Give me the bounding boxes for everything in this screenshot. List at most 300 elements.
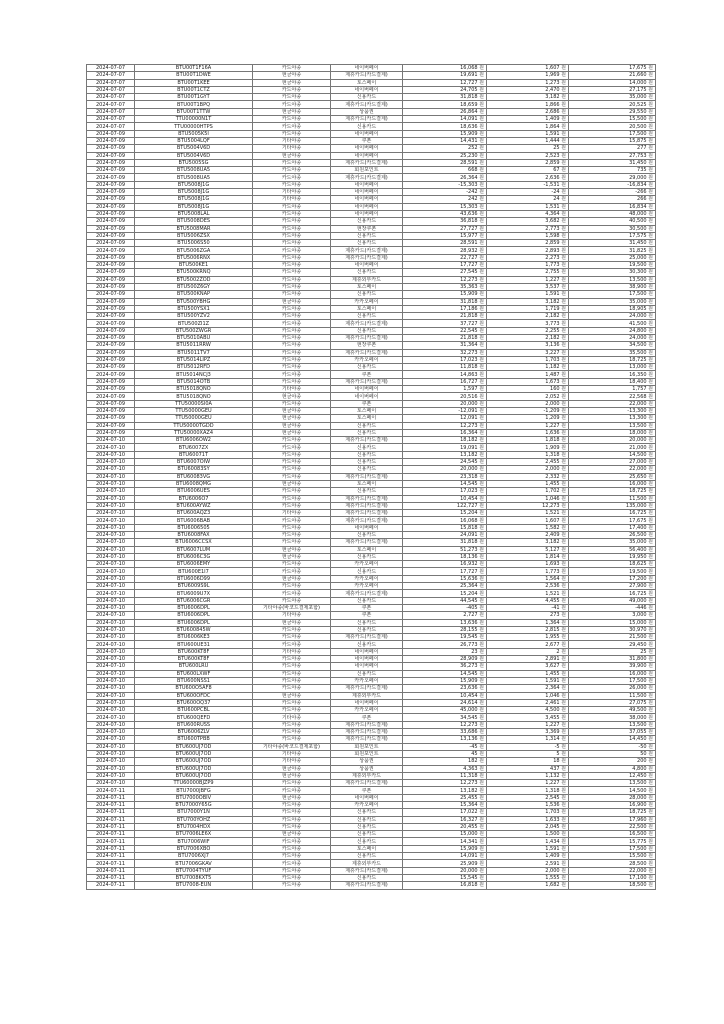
supply-amount-cell: 31,818 원 bbox=[403, 94, 487, 101]
date-cell: 2024-07-10 bbox=[87, 590, 135, 597]
supply-amount-cell: 24,705 원 bbox=[403, 86, 487, 93]
payment-method-cell: 상품권 bbox=[331, 765, 403, 772]
table-row bbox=[87, 371, 656, 378]
total-cell: 39,900 원 bbox=[569, 663, 656, 670]
payment-status-cell: 카드야종 bbox=[253, 283, 331, 290]
transaction-id-cell: BTU600UJ7OD bbox=[135, 758, 253, 765]
payment-method-cell: 제휴카드(카드결제) bbox=[331, 247, 403, 254]
total-cell: 22,000 원 bbox=[569, 466, 656, 473]
vat-cell: 1,673 원 bbox=[487, 378, 569, 385]
transaction-id-cell: BTU6008FAX bbox=[135, 532, 253, 539]
vat-cell: 1,818 원 bbox=[487, 437, 569, 444]
supply-amount-cell: 28,155 원 bbox=[403, 626, 487, 633]
payment-method-cell: 제휴외부카드 bbox=[331, 860, 403, 867]
vat-cell: 2,255 원 bbox=[487, 327, 569, 334]
vat-cell: 1,500 원 bbox=[487, 831, 569, 838]
payment-status-cell: 카드야종 bbox=[253, 437, 331, 444]
total-cell: 49,000 원 bbox=[569, 597, 656, 604]
supply-amount-cell: 16,727 원 bbox=[403, 378, 487, 385]
total-cell: 13,500 원 bbox=[569, 276, 656, 283]
vat-cell: 2,523 원 bbox=[487, 152, 569, 159]
payment-method-cell: 카카오페이 bbox=[331, 561, 403, 568]
vat-cell: 2 원 bbox=[487, 648, 569, 655]
vat-cell: 1,636 원 bbox=[487, 429, 569, 436]
table-row bbox=[87, 692, 656, 699]
transaction-id-cell: BTU5012RFD bbox=[135, 364, 253, 371]
transaction-id-cell: BTU6006D99 bbox=[135, 575, 253, 582]
payment-method-cell: 제휴카드(카드결제) bbox=[331, 882, 403, 889]
payment-method-cell: 현장쿠폰 bbox=[331, 342, 403, 349]
date-cell: 2024-07-09 bbox=[87, 364, 135, 371]
payment-status-cell: 카드야종 bbox=[253, 130, 331, 137]
table-row bbox=[87, 656, 656, 663]
table-row bbox=[87, 780, 656, 787]
date-cell: 2024-07-10 bbox=[87, 692, 135, 699]
date-cell: 2024-07-09 bbox=[87, 167, 135, 174]
transaction-id-cell: BTU5018QNO bbox=[135, 393, 253, 400]
payment-status-cell: 기타야종 bbox=[253, 750, 331, 757]
payment-method-cell: 제휴카드(카드결제) bbox=[331, 72, 403, 79]
date-cell: 2024-07-10 bbox=[87, 656, 135, 663]
payment-status-cell: 카드야종 bbox=[253, 123, 331, 130]
date-cell: 2024-07-09 bbox=[87, 240, 135, 247]
supply-amount-cell: -405 원 bbox=[403, 604, 487, 611]
date-cell: 2024-07-10 bbox=[87, 568, 135, 575]
supply-amount-cell: 14,091 원 bbox=[403, 116, 487, 123]
supply-amount-cell: 10,454 원 bbox=[403, 692, 487, 699]
payment-method-cell: 신용카드 bbox=[331, 670, 403, 677]
vat-cell: 2,182 원 bbox=[487, 334, 569, 341]
total-cell: 17,675 원 bbox=[569, 65, 656, 72]
supply-amount-cell: 31,364 원 bbox=[403, 342, 487, 349]
date-cell: 2024-07-07 bbox=[87, 101, 135, 108]
payment-method-cell: 제휴카드(카드결제) bbox=[331, 349, 403, 356]
total-cell: 20,525 원 bbox=[569, 101, 656, 108]
total-cell: 27,175 원 bbox=[569, 86, 656, 93]
transaction-id-cell: BTU500YZV2 bbox=[135, 313, 253, 320]
payment-status-cell: 카드야종 bbox=[253, 349, 331, 356]
transaction-id-cell: BTU7006WIF bbox=[135, 838, 253, 845]
payment-status-cell: 카드야종 bbox=[253, 65, 331, 72]
table-row bbox=[87, 364, 656, 371]
supply-amount-cell: 122,727 원 bbox=[403, 502, 487, 509]
payment-status-cell: 카드야종 bbox=[253, 218, 331, 225]
payment-method-cell: 신용카드 bbox=[331, 568, 403, 575]
payment-status-cell: 현금야종 bbox=[253, 575, 331, 582]
transaction-id-cell: BTU6006BAB bbox=[135, 517, 253, 524]
date-cell: 2024-07-09 bbox=[87, 407, 135, 414]
vat-cell: 1,227 원 bbox=[487, 780, 569, 787]
date-cell: 2024-07-09 bbox=[87, 247, 135, 254]
transaction-id-cell: BTU7004TYUF bbox=[135, 867, 253, 874]
total-cell: 22,568 원 bbox=[569, 393, 656, 400]
date-cell: 2024-07-09 bbox=[87, 145, 135, 152]
payment-status-cell: 카드야종 bbox=[253, 116, 331, 123]
payment-status-cell: 카드야종 bbox=[253, 254, 331, 261]
transaction-id-cell: BTU00T1F16A bbox=[135, 65, 253, 72]
total-cell: 31,800 원 bbox=[569, 656, 656, 663]
supply-amount-cell: 16,068 원 bbox=[403, 65, 487, 72]
vat-cell: 3,369 원 bbox=[487, 729, 569, 736]
vat-cell: 1,693 원 bbox=[487, 561, 569, 568]
payment-status-cell: 카드야종 bbox=[253, 262, 331, 269]
total-cell: 13,000 원 bbox=[569, 364, 656, 371]
payment-method-cell: 신용카드 bbox=[331, 429, 403, 436]
date-cell: 2024-07-10 bbox=[87, 750, 135, 757]
payment-method-cell: 네이버페이 bbox=[331, 65, 403, 72]
vat-cell: 2,000 원 bbox=[487, 400, 569, 407]
payment-status-cell: 카드야종 bbox=[253, 699, 331, 706]
payment-status-cell: 카드야종 bbox=[253, 320, 331, 327]
total-cell: 266 원 bbox=[569, 196, 656, 203]
date-cell: 2024-07-10 bbox=[87, 677, 135, 684]
total-cell: 3,000 원 bbox=[569, 612, 656, 619]
date-cell: 2024-07-11 bbox=[87, 809, 135, 816]
supply-amount-cell: 18,636 원 bbox=[403, 123, 487, 130]
total-cell: 15,500 원 bbox=[569, 853, 656, 860]
total-cell: 14,500 원 bbox=[569, 787, 656, 794]
vat-cell: 1,607 원 bbox=[487, 65, 569, 72]
transaction-id-cell: BTU6006ZLV bbox=[135, 729, 253, 736]
supply-amount-cell: 10,454 원 bbox=[403, 495, 487, 502]
transaction-id-cell: BTU5004LQF bbox=[135, 137, 253, 144]
payment-method-cell: 네이버페이 bbox=[331, 699, 403, 706]
transaction-id-cell: BTU600UJ7OD bbox=[135, 765, 253, 772]
date-cell: 2024-07-09 bbox=[87, 400, 135, 407]
date-cell: 2024-07-10 bbox=[87, 736, 135, 743]
date-cell: 2024-07-09 bbox=[87, 189, 135, 196]
date-cell: 2024-07-09 bbox=[87, 218, 135, 225]
supply-amount-cell: 23,318 원 bbox=[403, 473, 487, 480]
transaction-id-cell: BTU600UJ7OD bbox=[135, 772, 253, 779]
transaction-id-cell: BTU7006LE6X bbox=[135, 831, 253, 838]
payment-method-cell: 제휴카드(카드결제) bbox=[331, 685, 403, 692]
date-cell: 2024-07-09 bbox=[87, 356, 135, 363]
payment-status-cell: 현금야종 bbox=[253, 765, 331, 772]
vat-cell: 273 원 bbox=[487, 612, 569, 619]
total-cell: 21,660 원 bbox=[569, 72, 656, 79]
transaction-id-cell: BTU5002ZOD bbox=[135, 276, 253, 283]
transaction-id-cell: BTU5011RRW bbox=[135, 342, 253, 349]
supply-amount-cell: 20,455 원 bbox=[403, 823, 487, 830]
supply-amount-cell: 20,516 원 bbox=[403, 393, 487, 400]
date-cell: 2024-07-10 bbox=[87, 502, 135, 509]
supply-amount-cell: 37,727 원 bbox=[403, 320, 487, 327]
transaction-id-cell: BTU5006RNX bbox=[135, 254, 253, 261]
payment-status-cell: 카드야종 bbox=[253, 334, 331, 341]
date-cell: 2024-07-07 bbox=[87, 79, 135, 86]
supply-amount-cell: 31,818 원 bbox=[403, 539, 487, 546]
vat-cell: 1,682 원 bbox=[487, 882, 569, 889]
table-row bbox=[87, 743, 656, 750]
payment-method-cell: 제휴카드(카드결제) bbox=[331, 634, 403, 641]
payment-method-cell: 네이버페이 bbox=[331, 145, 403, 152]
payment-status-cell: 카드야종 bbox=[253, 342, 331, 349]
supply-amount-cell: 28,932 원 bbox=[403, 247, 487, 254]
table-row bbox=[87, 612, 656, 619]
supply-amount-cell: 17,023 원 bbox=[403, 488, 487, 495]
date-cell: 2024-07-10 bbox=[87, 597, 135, 604]
total-cell: 48,000 원 bbox=[569, 210, 656, 217]
vat-cell: 1,555 원 bbox=[487, 874, 569, 881]
transaction-id-cell: BTU6006KE3 bbox=[135, 634, 253, 641]
supply-amount-cell: 13,182 원 bbox=[403, 787, 487, 794]
table-row bbox=[87, 736, 656, 743]
date-cell: 2024-07-10 bbox=[87, 561, 135, 568]
total-cell: 17,675 원 bbox=[569, 517, 656, 524]
supply-amount-cell: 1,597 원 bbox=[403, 386, 487, 393]
date-cell: 2024-07-10 bbox=[87, 707, 135, 714]
table-row bbox=[87, 707, 656, 714]
date-cell: 2024-07-07 bbox=[87, 72, 135, 79]
date-cell: 2024-07-11 bbox=[87, 787, 135, 794]
supply-amount-cell: 25,455 원 bbox=[403, 794, 487, 801]
payment-status-cell: 현금야종 bbox=[253, 692, 331, 699]
date-cell: 2024-07-10 bbox=[87, 517, 135, 524]
table-row bbox=[87, 568, 656, 575]
table-row bbox=[87, 809, 656, 816]
vat-cell: 3,182 원 bbox=[487, 94, 569, 101]
payment-status-cell: 현금야종 bbox=[253, 108, 331, 115]
table-row bbox=[87, 801, 656, 808]
payment-status-cell: 기타야종 bbox=[253, 386, 331, 393]
vat-cell: 2,686 원 bbox=[487, 108, 569, 115]
supply-amount-cell: 26,364 원 bbox=[403, 174, 487, 181]
table-row bbox=[87, 575, 656, 582]
total-cell: 41,500 원 bbox=[569, 320, 656, 327]
payment-status-cell: 현금야종 bbox=[253, 79, 331, 86]
total-cell: 135,000 원 bbox=[569, 502, 656, 509]
transaction-id-cell: BTU5008DES bbox=[135, 218, 253, 225]
table-row bbox=[87, 152, 656, 159]
vat-cell: 1,046 원 bbox=[487, 495, 569, 502]
payment-status-cell: 카드야종 bbox=[253, 707, 331, 714]
date-cell: 2024-07-09 bbox=[87, 174, 135, 181]
payment-status-cell: 카드야종 bbox=[253, 488, 331, 495]
payment-method-cell: 네이버페이 bbox=[331, 152, 403, 159]
date-cell: 2024-07-10 bbox=[87, 437, 135, 444]
payment-status-cell: 카드야종 bbox=[253, 473, 331, 480]
supply-amount-cell: 14,545 원 bbox=[403, 480, 487, 487]
vat-cell: 1,607 원 bbox=[487, 517, 569, 524]
payment-status-cell: 카드야종 bbox=[253, 816, 331, 823]
vat-cell: 2,893 원 bbox=[487, 247, 569, 254]
total-cell: 29,000 원 bbox=[569, 174, 656, 181]
date-cell: 2024-07-09 bbox=[87, 313, 135, 320]
payment-status-cell: 카드야종 bbox=[253, 736, 331, 743]
table-row bbox=[87, 459, 656, 466]
date-cell: 2024-07-10 bbox=[87, 473, 135, 480]
transaction-id-cell: BTU6006505 bbox=[135, 524, 253, 531]
transaction-id-cell: TTU50000XAZ4 bbox=[135, 429, 253, 436]
payment-status-cell: 카드야종 bbox=[253, 181, 331, 188]
date-cell: 2024-07-10 bbox=[87, 495, 135, 502]
total-cell: -446 원 bbox=[569, 604, 656, 611]
date-cell: 2024-07-10 bbox=[87, 626, 135, 633]
vat-cell: 1,773 원 bbox=[487, 568, 569, 575]
payment-status-cell: 카드야종 bbox=[253, 225, 331, 232]
vat-cell: 1,409 원 bbox=[487, 853, 569, 860]
transaction-id-cell: BTU600AYWZ bbox=[135, 502, 253, 509]
date-cell: 2024-07-10 bbox=[87, 480, 135, 487]
date-cell: 2024-07-09 bbox=[87, 276, 135, 283]
supply-amount-cell: 12,273 원 bbox=[403, 422, 487, 429]
transaction-id-cell: BTU00T1CTZ bbox=[135, 86, 253, 93]
payment-status-cell: 카드야종 bbox=[253, 721, 331, 728]
total-cell: -50 원 bbox=[569, 743, 656, 750]
payment-status-cell: 기타야종 bbox=[253, 196, 331, 203]
vat-cell: 1,591 원 bbox=[487, 845, 569, 852]
payment-method-cell: 제휴카드(카드결제) bbox=[331, 780, 403, 787]
payment-status-cell: 카드야종 bbox=[253, 539, 331, 546]
table-row bbox=[87, 210, 656, 217]
payment-method-cell: 신용카드 bbox=[331, 240, 403, 247]
total-cell: 49,500 원 bbox=[569, 707, 656, 714]
supply-amount-cell: 14,545 원 bbox=[403, 670, 487, 677]
payment-status-cell: 현금야종 bbox=[253, 794, 331, 801]
table-row bbox=[87, 539, 656, 546]
table-row bbox=[87, 677, 656, 684]
payment-method-cell: 네이버페이 bbox=[331, 86, 403, 93]
total-cell: 16,500 원 bbox=[569, 831, 656, 838]
payment-status-cell: 카드야종 bbox=[253, 203, 331, 210]
vat-cell: 2,636 원 bbox=[487, 174, 569, 181]
total-cell: 19,500 원 bbox=[569, 568, 656, 575]
payment-method-cell: 토스페이 bbox=[331, 546, 403, 553]
table-row bbox=[87, 634, 656, 641]
date-cell: 2024-07-09 bbox=[87, 349, 135, 356]
payment-method-cell: 토스페이 bbox=[331, 415, 403, 422]
transaction-id-cell: BTU6006UES bbox=[135, 488, 253, 495]
transaction-id-cell: BTU600845W bbox=[135, 626, 253, 633]
payment-method-cell: 제휴카드(카드결제) bbox=[331, 736, 403, 743]
payment-method-cell: 제휴카드(카드결제) bbox=[331, 510, 403, 517]
date-cell: 2024-07-09 bbox=[87, 291, 135, 298]
table-row bbox=[87, 670, 656, 677]
supply-amount-cell: 23 원 bbox=[403, 648, 487, 655]
payment-status-cell: 현금야종 bbox=[253, 480, 331, 487]
payment-method-cell: 신용카드 bbox=[331, 94, 403, 101]
table-row bbox=[87, 269, 656, 276]
date-cell: 2024-07-09 bbox=[87, 429, 135, 436]
payment-status-cell: 카드야종 bbox=[253, 210, 331, 217]
supply-amount-cell: 15,364 원 bbox=[403, 801, 487, 808]
supply-amount-cell: 33,686 원 bbox=[403, 729, 487, 736]
date-cell: 2024-07-10 bbox=[87, 641, 135, 648]
total-cell: 18,725 원 bbox=[569, 488, 656, 495]
vat-cell: 1,364 원 bbox=[487, 619, 569, 626]
payment-status-cell: 기타야종 bbox=[253, 137, 331, 144]
vat-cell: 1,521 원 bbox=[487, 510, 569, 517]
payment-method-cell: 신용카드 bbox=[331, 466, 403, 473]
total-cell: 21,500 원 bbox=[569, 634, 656, 641]
vat-cell: 1,866 원 bbox=[487, 101, 569, 108]
vat-cell: 5,127 원 bbox=[487, 546, 569, 553]
transaction-id-cell: BTU5011TV7 bbox=[135, 349, 253, 356]
date-cell: 2024-07-10 bbox=[87, 780, 135, 787]
table-row bbox=[87, 181, 656, 188]
supply-amount-cell: 15,909 원 bbox=[403, 845, 487, 852]
vat-cell: 2,545 원 bbox=[487, 794, 569, 801]
total-cell: 22,000 원 bbox=[569, 867, 656, 874]
transaction-id-cell: BTU5006ZGA bbox=[135, 247, 253, 254]
total-cell: 21,000 원 bbox=[569, 444, 656, 451]
payment-method-cell: 토스페이 bbox=[331, 283, 403, 290]
table-row bbox=[87, 838, 656, 845]
date-cell: 2024-07-09 bbox=[87, 298, 135, 305]
supply-amount-cell: 15,977 원 bbox=[403, 232, 487, 239]
transaction-id-cell: BTU500KE1 bbox=[135, 262, 253, 269]
payment-status-cell: 카드야종 bbox=[253, 867, 331, 874]
total-cell: 24,000 원 bbox=[569, 334, 656, 341]
supply-amount-cell: -45 원 bbox=[403, 743, 487, 750]
supply-amount-cell: 15,909 원 bbox=[403, 677, 487, 684]
date-cell: 2024-07-11 bbox=[87, 845, 135, 852]
payment-method-cell: 신용카드 bbox=[331, 218, 403, 225]
supply-amount-cell: 22,727 원 bbox=[403, 254, 487, 261]
total-cell: 40,500 원 bbox=[569, 218, 656, 225]
date-cell: 2024-07-10 bbox=[87, 532, 135, 539]
supply-amount-cell: 36,818 원 bbox=[403, 218, 487, 225]
supply-amount-cell: 14,341 원 bbox=[403, 838, 487, 845]
vat-cell: 2,470 원 bbox=[487, 86, 569, 93]
payment-status-cell: 현금야종 bbox=[253, 422, 331, 429]
transaction-id-cell: TTU00000N1T bbox=[135, 116, 253, 123]
total-cell: 11,500 원 bbox=[569, 495, 656, 502]
supply-amount-cell: -12,091 원 bbox=[403, 407, 487, 414]
total-cell: -16,834 원 bbox=[569, 181, 656, 188]
transaction-id-cell: BTU6006CGR bbox=[135, 597, 253, 604]
vat-cell: 2,859 원 bbox=[487, 240, 569, 247]
payment-method-cell: 신용카드 bbox=[331, 451, 403, 458]
table-row bbox=[87, 488, 656, 495]
supply-amount-cell: 26,773 원 bbox=[403, 641, 487, 648]
payment-method-cell: 쿠폰 bbox=[331, 612, 403, 619]
payment-method-cell: 토스페이 bbox=[331, 305, 403, 312]
payment-method-cell: 신용카드 bbox=[331, 809, 403, 816]
payment-status-cell: 현금야종 bbox=[253, 772, 331, 779]
total-cell: 17,100 원 bbox=[569, 874, 656, 881]
table-row bbox=[87, 356, 656, 363]
table-row bbox=[87, 619, 656, 626]
transaction-id-cell: BTU00T1KEE bbox=[135, 79, 253, 86]
supply-amount-cell: 27,727 원 bbox=[403, 225, 487, 232]
payment-method-cell: 쿠폰 bbox=[331, 604, 403, 611]
payment-method-cell: 쿠폰 bbox=[331, 400, 403, 407]
supply-amount-cell: 27,545 원 bbox=[403, 269, 487, 276]
date-cell: 2024-07-11 bbox=[87, 867, 135, 874]
transaction-id-cell: BTU600KT8F bbox=[135, 648, 253, 655]
transaction-id-cell: BTU7000OBIV bbox=[135, 794, 253, 801]
total-cell: 17,500 원 bbox=[569, 291, 656, 298]
total-cell: 12,450 원 bbox=[569, 772, 656, 779]
table-row bbox=[87, 313, 656, 320]
vat-cell: 2,591 원 bbox=[487, 860, 569, 867]
transaction-id-cell: BTU6009S9L bbox=[135, 583, 253, 590]
payment-method-cell: 제휴카드(카드결제) bbox=[331, 174, 403, 181]
payment-method-cell: 네이버페이 bbox=[331, 794, 403, 801]
total-cell: 17,400 원 bbox=[569, 524, 656, 531]
transaction-id-cell: BTU6007LUM bbox=[135, 546, 253, 553]
supply-amount-cell: 15,909 원 bbox=[403, 130, 487, 137]
transaction-id-cell: TTU50000GEU bbox=[135, 415, 253, 422]
date-cell: 2024-07-10 bbox=[87, 685, 135, 692]
vat-cell: 1,536 원 bbox=[487, 801, 569, 808]
transaction-id-cell: BTU500YSX1 bbox=[135, 305, 253, 312]
payment-method-cell: 쿠폰 bbox=[331, 137, 403, 144]
supply-amount-cell: 15,000 원 bbox=[403, 831, 487, 838]
table-row bbox=[87, 203, 656, 210]
